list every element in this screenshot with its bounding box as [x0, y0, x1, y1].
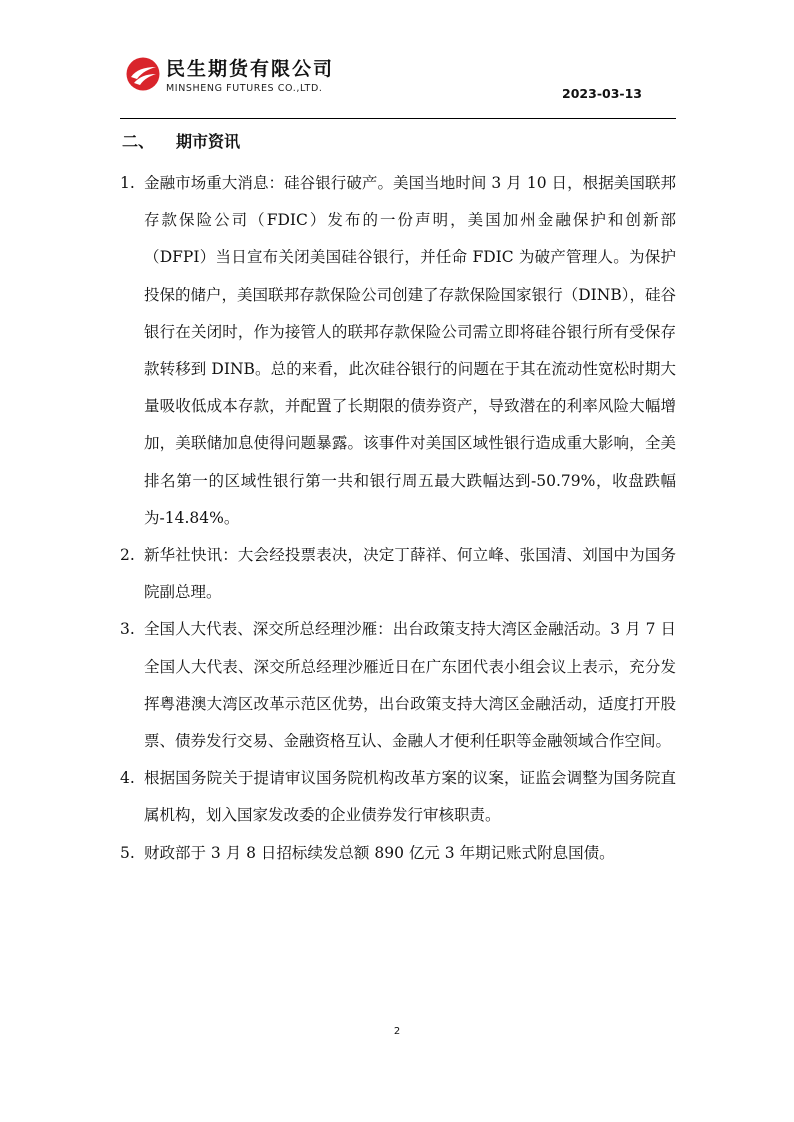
news-item-number: 1.: [120, 174, 135, 192]
company-name-en: MINSHENG FUTURES CO.,LTD.: [166, 83, 323, 94]
news-item-text: 金融市场重大消息：硅谷银行破产。美国当地时间 3 月 10 日，根据美国联邦存款保险公司（FDIC）发布的一份声明，美国加州金融保护和创新部（DFPI）当日宣布关闭美国硅谷银行，并任命 FDIC 为破产管理人。为保护投保的储户，美国联邦存款保险公司创建了存款保险国家银行（DINB），硅谷银行在关闭时，作为接管人的联邦存款保险公司需立即将硅谷银行所有受保存款转移到 DINB。总的来看，此次硅谷银行的问题在于其在流动性宽松时期大量吸收低成本存款，并配置了长期限的债券资产，导致潜在的利率风险大幅增加，美联储加息使得问题暴露。该事件对美国区域性银行造成重大影响，全美排名第一的区域性银行第一共和银行周五最大跌幅达到-50.79%，收盘跌幅为-14.84%。: [144, 174, 676, 527]
news-item-text: 根据国务院关于提请审议国务院机构改革方案的议案，证监会调整为国务院直属机构，划入国家发改委的企业债券发行审核职责。: [144, 769, 676, 825]
section-number: 二、: [122, 132, 155, 151]
news-item: [120, 537, 676, 611]
company-name-cn: 民生期货有限公司: [166, 58, 335, 80]
news-item: [120, 835, 676, 872]
news-item: [120, 760, 676, 834]
page-header: [120, 52, 680, 118]
news-item-text: 财政部于 3 月 8 日招标续发总额 890 亿元 3 年期记账式附息国债。: [144, 843, 615, 862]
news-item-number: 5.: [120, 843, 135, 862]
section-title: 期市资讯: [176, 132, 241, 151]
news-item-number: 4.: [120, 769, 135, 788]
news-item-text: 新华社快讯：大会经投票表决，决定丁薛祥、何立峰、张国清、刘国中为国务院副总理。: [144, 546, 676, 602]
page-number: 2: [393, 1026, 401, 1037]
report-date: 2023-03-13: [562, 86, 642, 101]
news-item: [120, 165, 676, 537]
news-list: [120, 165, 676, 872]
news-item-number: 2.: [120, 546, 135, 565]
news-item-number: 3.: [120, 620, 135, 639]
minsheng-logo-icon: [125, 56, 161, 92]
section-heading: [122, 129, 240, 152]
news-item-text: 全国人大代表、深交所总经理沙雁：出台政策支持大湾区金融活动。3 月 7 日全国人大代表、深交所总经理沙雁近日在广东团代表小组会议上表示，充分发挥粤港澳大湾区改革示范区优势，出台政策支持大湾区金融活动，适度打开股票、债券发行交易、金融资格互认、金融人才便利任职等金融领域合作空间。: [144, 620, 676, 751]
header-divider: [120, 118, 676, 119]
news-item: [120, 611, 676, 760]
